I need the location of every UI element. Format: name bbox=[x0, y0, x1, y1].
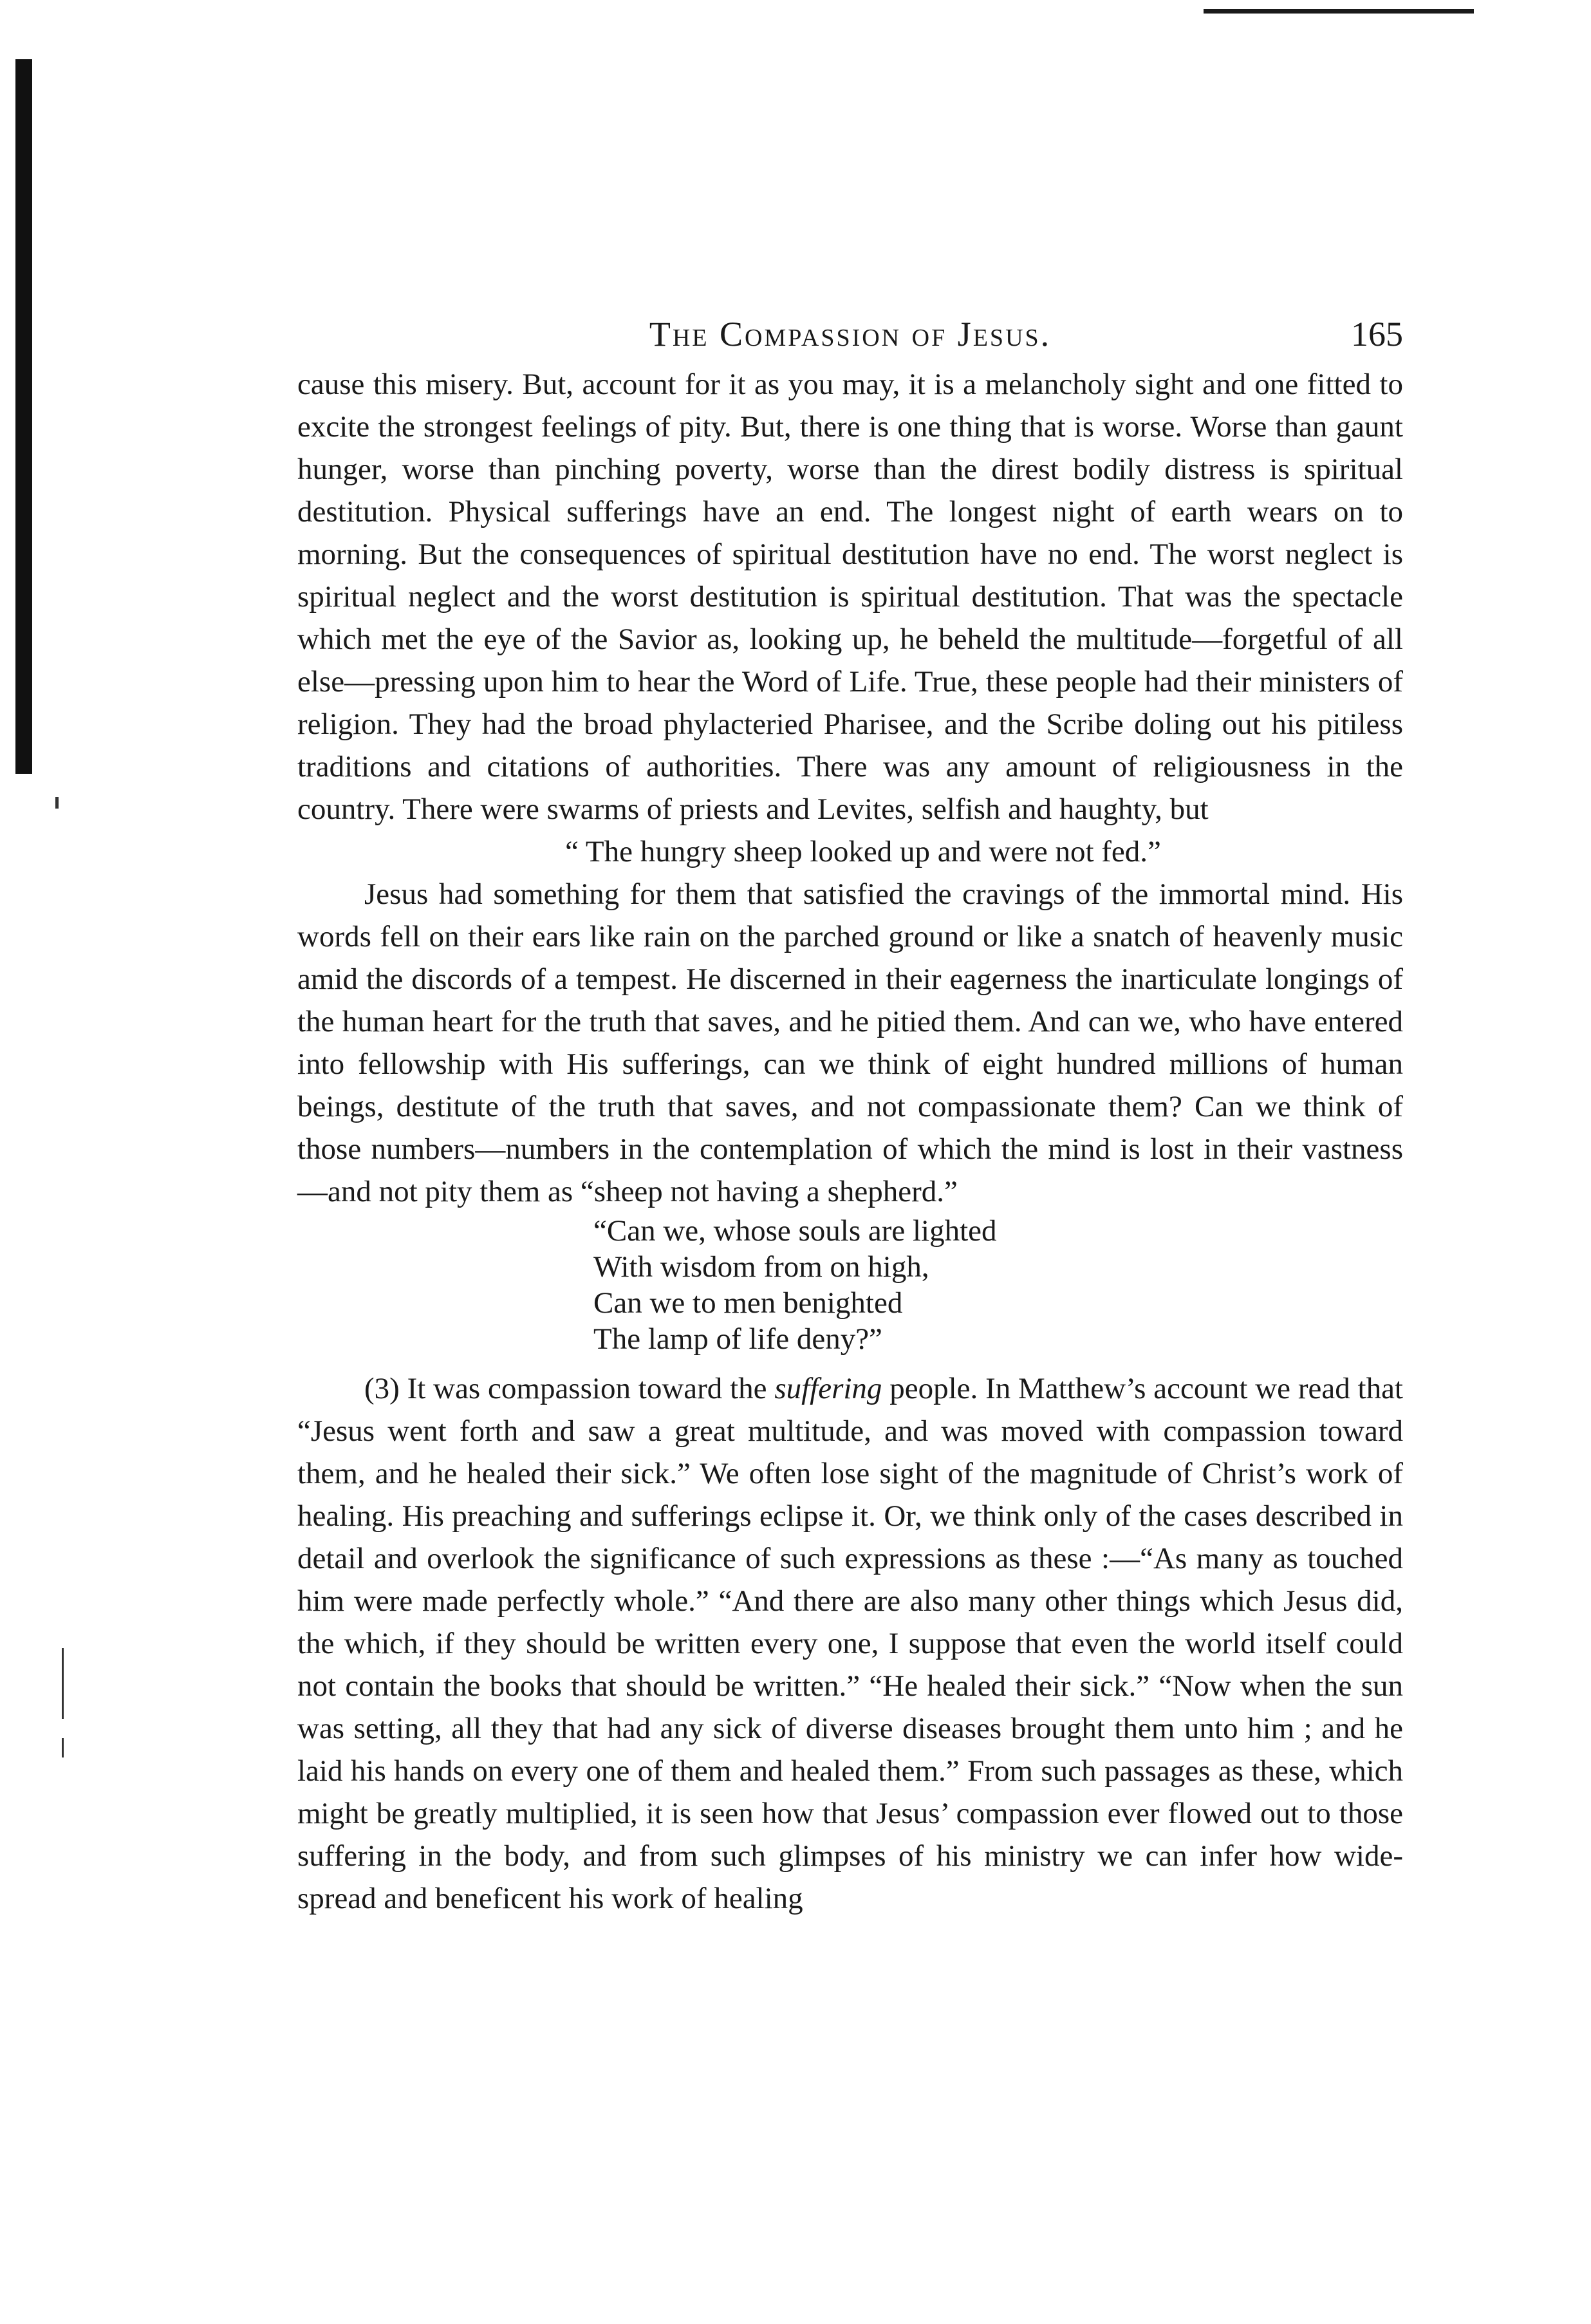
top-edge-rule bbox=[1204, 9, 1474, 14]
verse-line: With wisdom from on high, bbox=[593, 1250, 929, 1284]
paragraph-1: cause this misery. But, account for it as you may, it is a melancholy sight and one fitted to excite the strongest feelings of pity. But, there is one thing that is worse. Worse than gaunt hunger, worse than pinching poverty, worse than the direst bodily distress is spiritual destitution. Physical sufferings have an end. The longest night of earth wears on to morning. But the consequences of spiritual destitution have no end. The worst neglect is spiritual neglect and the worst destitution is spiritual destitution. That was the spectacle which met the eye of the Savior as, looking up, he beheld the multitude—forgetful of all else—pressing upon him to hear the Word of Life. True, these people had their ministers of religion. They had the broad phylacteried Pharisee, and the Scribe doling out his pitiless traditions and citations of authorities. There was any amount of religiousness in the country. There were swarms of priests and Levites, selfish and haughty, but bbox=[297, 368, 1403, 826]
emphasized-word: suffering bbox=[774, 1372, 882, 1405]
gutter-speck bbox=[62, 1738, 64, 1757]
paragraph-3 bbox=[297, 1367, 1403, 1920]
paragraph-2: Jesus had something for them that satisfied the cravings of the immortal mind. His words fell on their ears like rain on the parched ground or like a snatch of heavenly music amid the discords of a tempest. He discerned in their eagerness the inarticulate longings of the human heart for the truth that saves, and he pitied them. And can we, who have entered into fellowship with His sufferings, can we think of eight hundred millions of human beings, destitute of the truth that saves, and not compassionate them? Can we think of those numbers—numbers in the contemplation of which the mind is lost in their vastness—and not pity them as “sheep not having a shepherd.” bbox=[297, 877, 1403, 1208]
running-title: The Compassion of Jesus. bbox=[649, 315, 1052, 353]
gutter-speck bbox=[62, 1648, 64, 1719]
page-number: 165 bbox=[1351, 315, 1403, 353]
book-page bbox=[297, 314, 1403, 1920]
running-head bbox=[297, 314, 1403, 363]
binding-gutter-shadow bbox=[15, 59, 32, 774]
gutter-speck bbox=[55, 797, 59, 809]
verse-line: The lamp of life deny?” bbox=[593, 1322, 882, 1356]
paragraph-3-lead: (3) It was compassion toward the bbox=[364, 1372, 775, 1405]
verse-line: “Can we, whose souls are lighted bbox=[593, 1214, 997, 1248]
verse-block bbox=[297, 1213, 1403, 1357]
body-text bbox=[297, 363, 1403, 1920]
quotation-line: “ The hungry sheep looked up and were not fed.” bbox=[565, 835, 1161, 868]
verse-line: Can we to men benighted bbox=[593, 1286, 903, 1320]
paragraph-3-body: people. In Matthew’s account we read that “Jesus went forth and saw a great multitude, and was moved with compassion toward them, and he healed their sick.” We often lose sight of the magnitude of Christ’s work of healing. His preaching and sufferings eclipse it. Or, we think only of the cases described in detail and overlook the significance of such expressions as these :—“As many as touched him were made perfectly whole.” “And there are also many other things which Jesus did, the which, if they should be written every one, I suppose that even the world itself could not contain the books that should be written.” “He healed their sick.” “Now when the sun was setting, all they that had any sick of diverse diseases brought them unto him ; and he laid his hands on every one of them and healed them.” From such passages as these, which might be greatly multiplied, it is seen how that Jesus’ compassion ever flowed out to those suffering in the body, and from such glimpses of his ministry we can infer how wide-spread and beneficent his work of healing bbox=[297, 1372, 1403, 1915]
